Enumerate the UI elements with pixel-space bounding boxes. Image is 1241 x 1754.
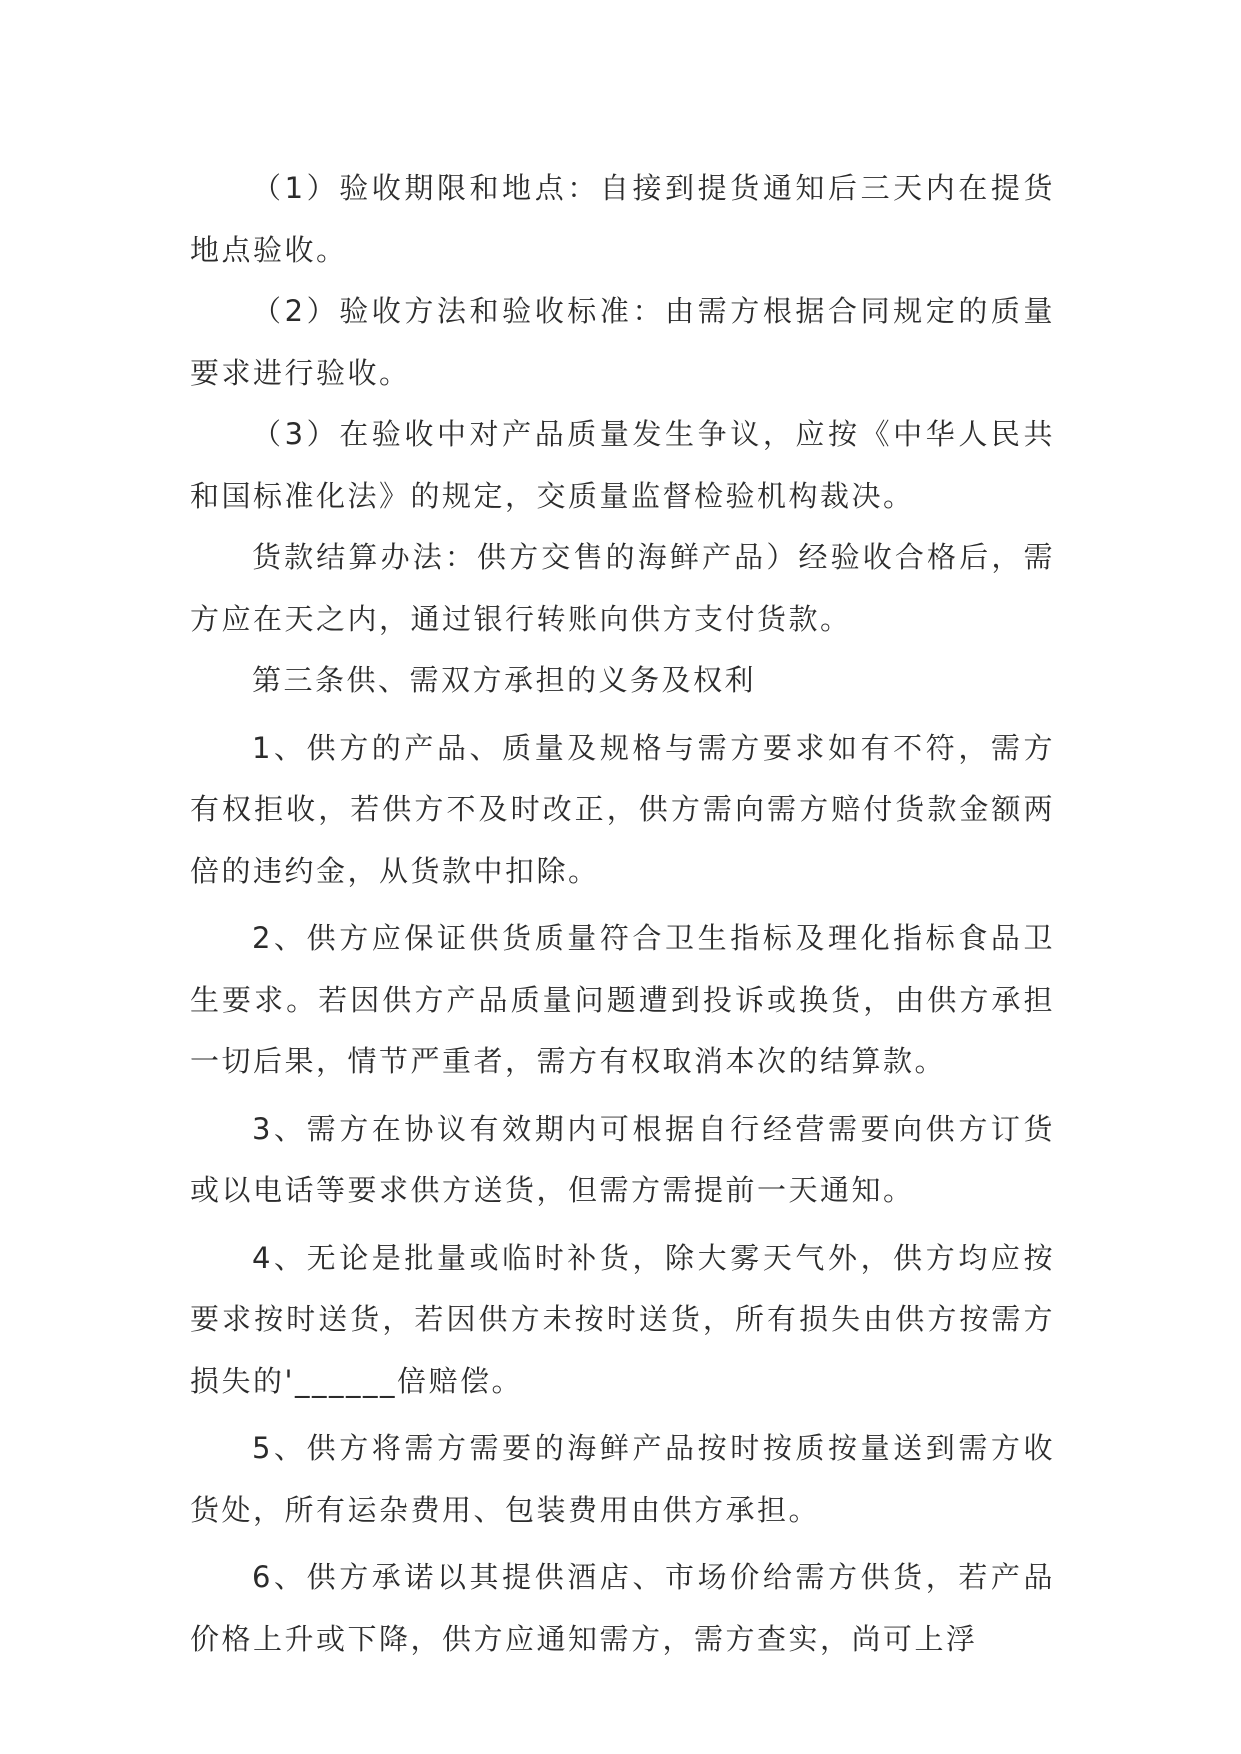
document-body: [190, 158, 1055, 1670]
paragraph-clause-5: 5、供方将需方需要的海鲜产品按时按质按量送到需方收货处，所有运杂费用、包装费用由供方承担。: [190, 1431, 1055, 1527]
paragraph-acceptance-method: （2）验收方法和验收标准：由需方根据合同规定的质量要求进行验收。: [190, 294, 1055, 390]
paragraph-clause-6: 6、供方承诺以其提供酒店、市场价给需方供货，若产品价格上升或下降，供方应通知需方，需方查实，尚可上浮: [190, 1560, 1055, 1656]
paragraph-clause-1: 1、供方的产品、质量及规格与需方要求如有不符，需方有权拒收，若供方不及时改正，供方需向需方赔付货款金额两倍的违约金，从货款中扣除。: [190, 730, 1055, 888]
paragraph-clause-4: 4、无论是批量或临时补货，除大雾天气外，供方均应按要求按时送货，若因供方未按时送货，所有损失由供方按需方损失的'______倍赔偿。: [190, 1240, 1055, 1398]
section-heading-article-3: 第三条供、需双方承担的义务及权利: [252, 663, 757, 697]
paragraph-payment-settlement: 货款结算办法：供方交售的海鲜产品）经验收合格后，需方应在天之内，通过银行转账向供方支付货款。: [190, 540, 1055, 636]
paragraph-quality-dispute: （3）在验收中对产品质量发生争议，应按《中华人民共和国标准化法》的规定，交质量监督检验机构裁决。: [190, 417, 1055, 513]
paragraph-clause-2: 2、供方应保证供货质量符合卫生指标及理化指标食品卫生要求。若因供方产品质量问题遭到投诉或换货，由供方承担一切后果，情节严重者，需方有权取消本次的结算款。: [190, 921, 1055, 1078]
paragraph-acceptance-period: （1）验收期限和地点：自接到提货通知后三天内在提货地点验收。: [190, 171, 1055, 267]
paragraph-clause-3: 3、需方在协议有效期内可根据自行经营需要向供方订货或以电话等要求供方送货，但需方需提前一天通知。: [190, 1111, 1055, 1207]
